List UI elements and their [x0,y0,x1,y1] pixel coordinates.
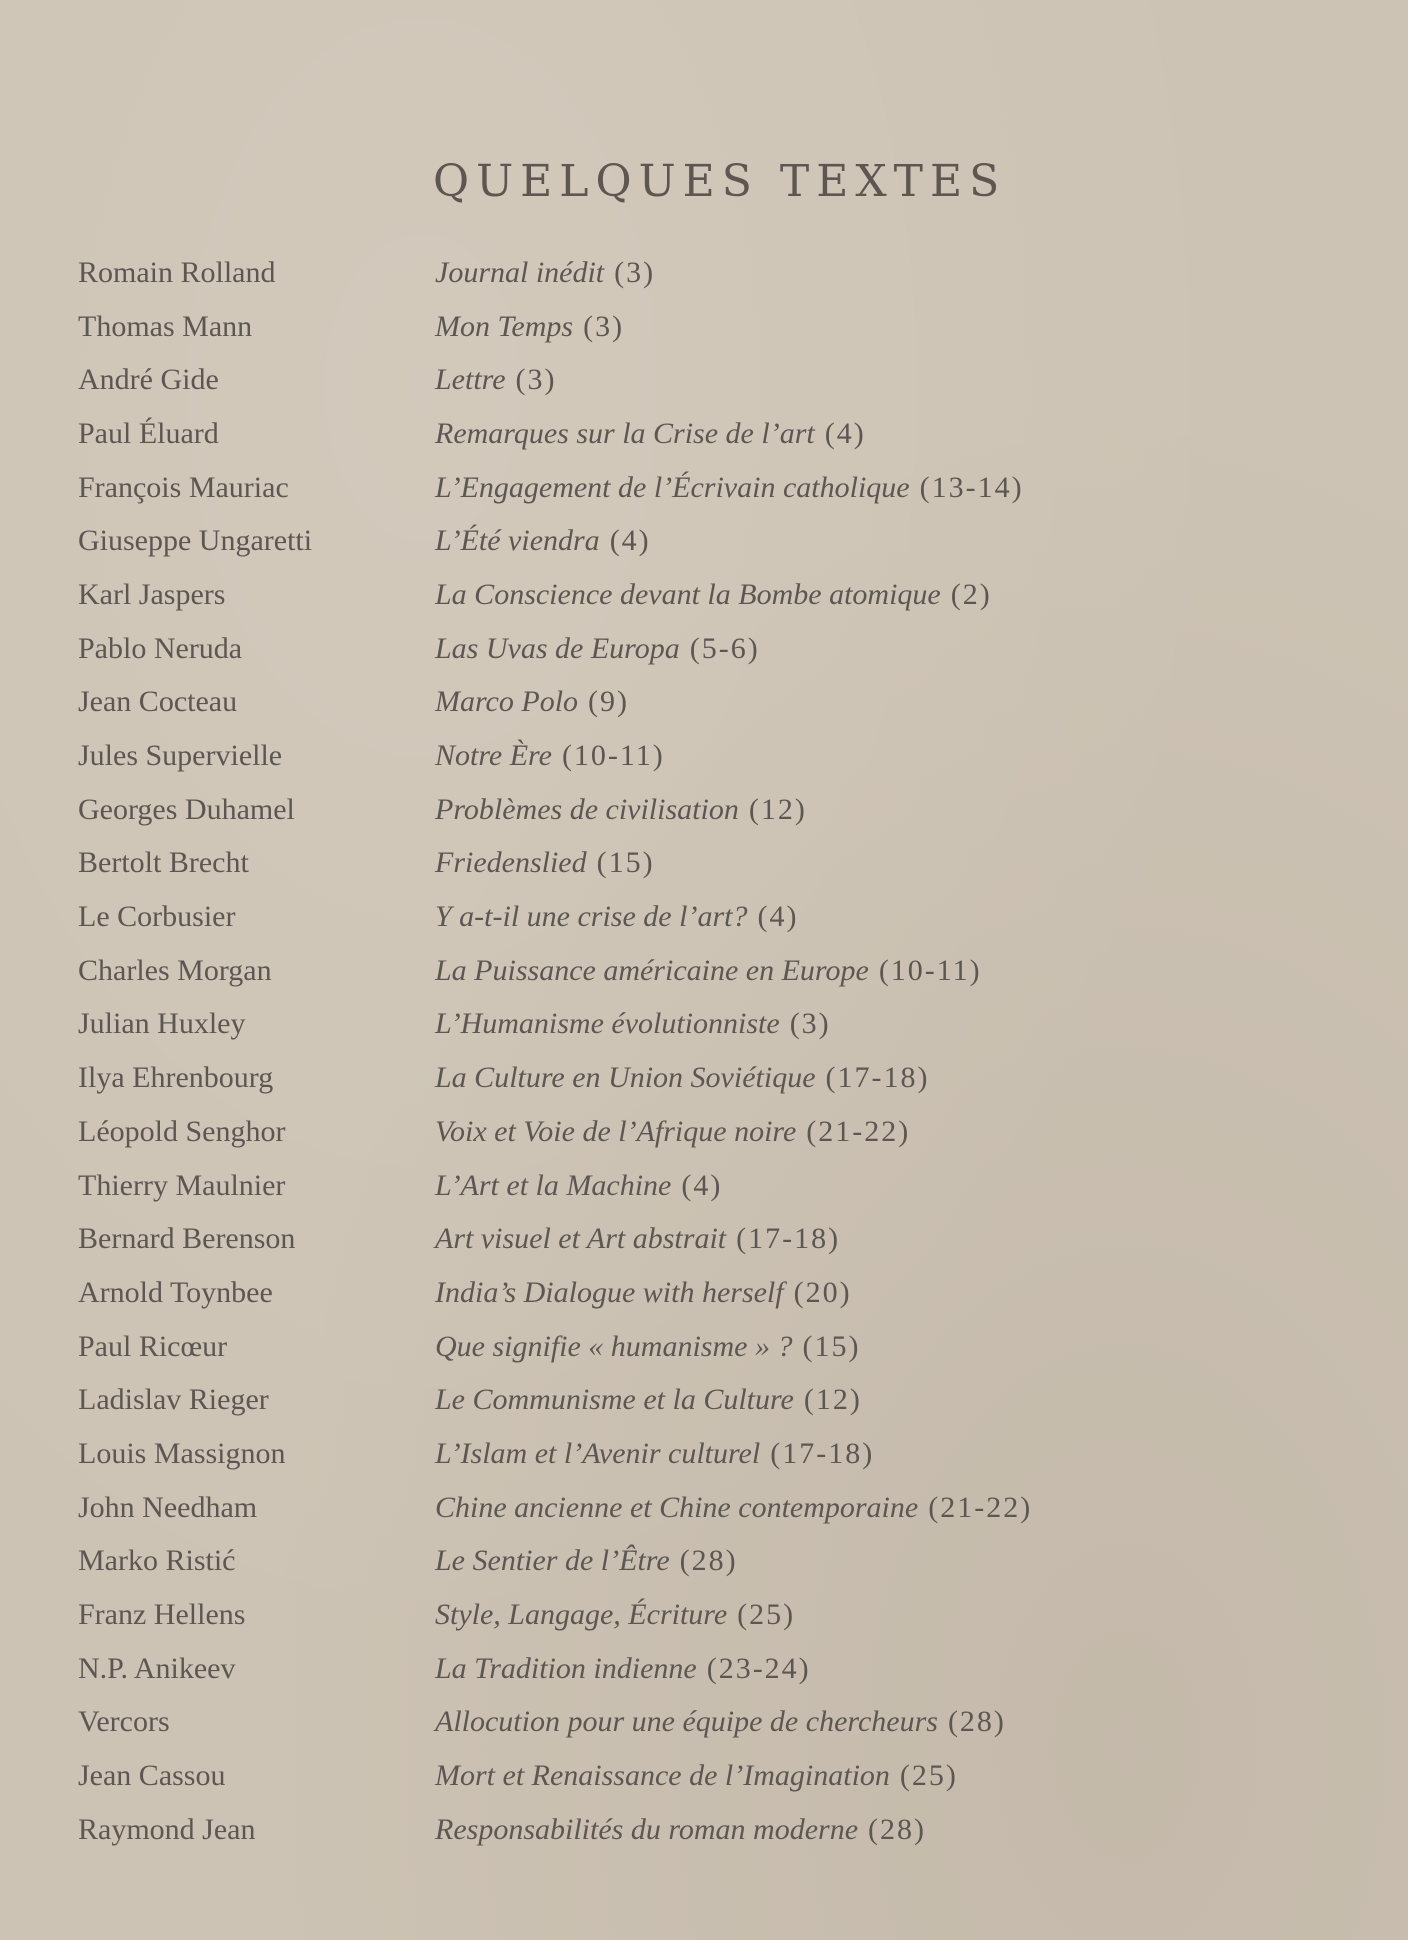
author-name: Julian Huxley [78,1007,246,1041]
issue-number: (17-18) [825,1061,930,1095]
author-name: Louis Massignon [78,1436,286,1470]
work-reference [435,1276,852,1310]
issue-number: (25) [737,1598,796,1632]
author-name: Paul Ricœur [78,1329,228,1363]
author-name: Arnold Toynbee [78,1275,273,1309]
issue-number: (17-18) [770,1436,875,1470]
list-item [78,1749,1328,1803]
author-name: Jules Supervielle [78,739,283,773]
list-item [78,1803,1328,1857]
list-item [78,407,1328,461]
work-reference [435,256,655,290]
author-name: Franz Hellens [78,1598,246,1632]
author-name: Raymond Jean [78,1812,256,1846]
work-title: La Culture en Union Soviétique [435,1061,816,1095]
work-reference [435,1061,930,1095]
work-title: L’Humanisme évolutionniste [435,1007,780,1041]
issue-number: (3) [583,309,625,343]
issue-number: (20) [793,1275,852,1309]
work-title: Style, Langage, Écriture [435,1598,728,1632]
list-item [78,461,1328,515]
list-item [78,1105,1328,1159]
work-reference [435,1652,811,1686]
work-title: Que signifie « humanisme » ? [435,1329,793,1363]
work-reference [435,1007,831,1041]
author-name: Ilya Ehrenbourg [78,1061,274,1095]
work-reference [435,1383,862,1417]
work-title: L’Été viendra [435,524,600,558]
issue-number: (17-18) [736,1222,841,1256]
author-name: Marko Ristić [78,1544,236,1578]
work-reference [435,363,557,397]
work-reference [435,954,982,988]
work-reference [435,1222,840,1256]
work-title: Art visuel et Art abstrait [435,1222,727,1256]
author-name: Charles Morgan [78,953,272,987]
issue-number: (2) [950,577,992,611]
list-item [78,676,1328,730]
issue-number: (3) [614,255,656,289]
author-name: Pablo Neruda [78,631,243,665]
work-reference [435,739,665,773]
work-reference [435,1813,926,1847]
issue-number: (5-6) [689,631,760,665]
issue-number: (28) [868,1812,927,1846]
issue-number: (4) [681,1168,723,1202]
list-item [78,998,1328,1052]
work-reference [435,1115,910,1149]
work-reference [435,578,992,612]
work-reference [435,1705,1006,1739]
author-name: Thomas Mann [78,309,253,343]
author-name: Bertolt Brecht [78,846,249,880]
list-item [78,622,1328,676]
list-item [78,944,1328,998]
list-item [78,246,1328,300]
work-title: Notre Ère [435,739,552,773]
issue-number: (21-22) [928,1490,1033,1524]
issue-number: (15) [596,846,655,880]
work-title: Las Uvas de Europa [435,631,680,665]
work-reference [435,793,807,827]
author-name: François Mauriac [78,470,289,504]
author-name: Thierry Maulnier [78,1168,286,1202]
list-item [78,729,1328,783]
work-title: Lettre [435,363,506,397]
work-reference [435,310,624,344]
work-reference [435,524,651,558]
work-title: Mort et Renaissance de l’Imagination [435,1759,890,1793]
work-reference [435,1491,1032,1525]
issue-number: (4) [757,900,799,934]
author-name: Bernard Berenson [78,1222,296,1256]
list-item [78,1535,1328,1589]
issue-number: (13-14) [919,470,1024,504]
issue-number: (21-22) [806,1114,911,1148]
work-title: Le Communisme et la Culture [435,1383,794,1417]
work-reference [435,846,655,880]
author-name: John Needham [78,1490,258,1524]
work-reference [435,417,866,451]
work-reference [435,1330,860,1364]
work-title: L’Islam et l’Avenir culturel [435,1436,761,1470]
list-item [78,1051,1328,1105]
work-title: Y a-t-il une crise de l’art? [435,900,748,934]
work-title: India’s Dialogue with herself [435,1275,784,1309]
list-item [78,1481,1328,1535]
work-title: Mon Temps [435,309,574,343]
list-item [78,783,1328,837]
author-name: Romain Rolland [78,255,276,289]
author-name: Jean Cocteau [78,685,238,719]
work-title: Responsabilités du roman moderne [435,1812,859,1846]
issue-number: (3) [515,363,557,397]
work-title: L’Art et la Machine [435,1168,672,1202]
work-title: Journal inédit [435,255,605,289]
issue-number: (3) [789,1007,831,1041]
list-item [78,1159,1328,1213]
issue-number: (10-11) [878,953,982,987]
issue-number: (9) [588,685,630,719]
list-item [78,837,1328,891]
author-name: Léopold Senghor [78,1114,286,1148]
work-reference [435,1437,874,1471]
issue-number: (12) [803,1383,862,1417]
work-title: Remarques sur la Crise de l’art [435,416,815,450]
list-item [78,1696,1328,1750]
issue-number: (15) [802,1329,861,1363]
author-name: Jean Cassou [78,1759,226,1793]
work-title: Le Sentier de l’Être [435,1544,670,1578]
work-title: La Tradition indienne [435,1651,697,1685]
list-item [78,890,1328,944]
list-item [78,353,1328,407]
author-name: Karl Jaspers [78,577,226,611]
work-title: Marco Polo [435,685,579,719]
work-reference [435,685,629,719]
issue-number: (4) [824,416,866,450]
list-item [78,568,1328,622]
list-item [78,1373,1328,1427]
page-title: QUELQUES TEXTES [433,156,1007,207]
work-title: Friedenslied [435,846,587,880]
list-item [78,514,1328,568]
issue-number: (4) [609,524,651,558]
work-reference [435,1544,738,1578]
list-item [78,300,1328,354]
work-title: Voix et Voie de l’Afrique noire [435,1114,797,1148]
work-title: Allocution pour une équipe de chercheurs [435,1705,938,1739]
author-name: Georges Duhamel [78,792,295,826]
work-reference [435,1169,722,1203]
text-list [78,246,1328,1857]
author-name: Paul Éluard [78,416,219,450]
list-item [78,1642,1328,1696]
author-name: Ladislav Rieger [78,1383,269,1417]
list-item [78,1427,1328,1481]
author-name: Le Corbusier [78,900,236,934]
author-name: Giuseppe Ungaretti [78,524,313,558]
work-title: La Conscience devant la Bombe atomique [435,577,941,611]
work-reference [435,632,760,666]
issue-number: (28) [947,1705,1006,1739]
list-item [78,1212,1328,1266]
author-name: Vercors [78,1705,170,1739]
work-title: L’Engagement de l’Écrivain catholique [435,470,910,504]
work-title: Problèmes de civilisation [435,792,739,826]
issue-number: (12) [748,792,807,826]
work-title: Chine ancienne et Chine contemporaine [435,1490,919,1524]
issue-number: (28) [679,1544,738,1578]
work-reference [435,900,798,934]
issue-number: (25) [899,1759,958,1793]
issue-number: (10-11) [561,739,665,773]
list-item [78,1320,1328,1374]
work-reference [435,1759,958,1793]
issue-number: (23-24) [706,1651,811,1685]
list-item [78,1588,1328,1642]
work-reference [435,471,1024,505]
work-title: La Puissance américaine en Europe [435,953,869,987]
author-name: N.P. Anikeev [78,1651,236,1685]
work-reference [435,1598,795,1632]
list-item [78,1266,1328,1320]
author-name: André Gide [78,363,219,397]
